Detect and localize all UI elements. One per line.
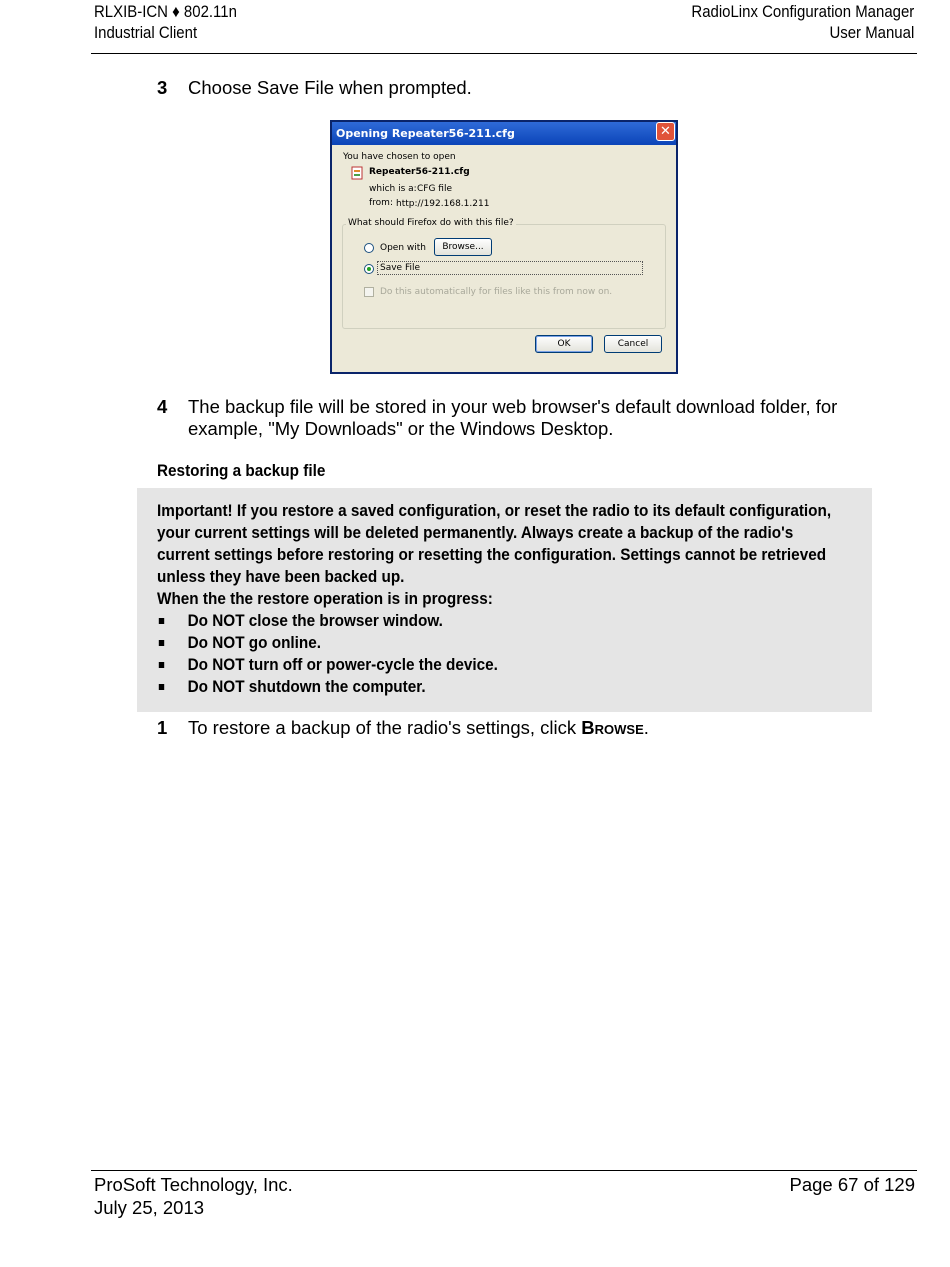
- auto-checkbox[interactable]: [364, 287, 374, 297]
- bullet-icon: [159, 640, 164, 646]
- footer-rule: [91, 1170, 917, 1171]
- ok-button[interactable]: OK: [535, 335, 593, 353]
- section-heading: Restoring a backup file: [157, 461, 326, 480]
- bullet-text: Do NOT shutdown the computer.: [187, 677, 426, 696]
- header-left: [94, 1, 237, 43]
- file-name: Repeater56-211.cfg: [369, 167, 470, 177]
- bullet-icon: [159, 618, 164, 624]
- step-text: [188, 717, 868, 739]
- bullet-icon: [159, 684, 164, 690]
- chosen-text: You have chosen to open: [343, 152, 456, 162]
- footer-company: ProSoft Technology, Inc.: [94, 1174, 293, 1195]
- step-number: 3: [157, 77, 168, 98]
- browse-keyword: Browse: [581, 717, 644, 738]
- dialog-titlebar: [332, 122, 676, 145]
- header-rule: [91, 53, 917, 54]
- from-label: from:: [369, 198, 393, 208]
- bullet-text: Do NOT close the browser window.: [187, 611, 443, 630]
- callout-text: [157, 500, 841, 698]
- manual-title: RadioLinx Configuration Manager: [691, 2, 914, 21]
- dialog-title: Opening Repeater56-211.cfg: [336, 127, 515, 140]
- important-callout: [137, 488, 872, 712]
- which-is-label: which is a:: [369, 184, 417, 194]
- important-paragraph: Important! If you restore a saved configuration, or reset the radio to its default configuration, your current settings will be deleted permanently. Always create a backup of the radio's current settings before restoring or resetting the configuration. Settings cannot be retrieved unless they have been backed up.: [157, 501, 832, 586]
- product-subtitle: Industrial Client: [94, 23, 198, 42]
- firefox-download-dialog: [330, 120, 678, 374]
- footer-page: Page 67 of 129: [789, 1174, 915, 1195]
- cancel-button[interactable]: Cancel: [604, 335, 662, 353]
- step-number: 1: [157, 717, 168, 738]
- step-text: The backup file will be stored in your web browser's default download folder, for example, "My Downloads" or the Windows Desktop.: [188, 396, 838, 439]
- header-right: [691, 1, 914, 43]
- auto-label: Do this automatically for files like this from now on.: [380, 287, 613, 297]
- step-text-before: To restore a backup of the radio's settings, click: [188, 717, 582, 738]
- browse-button[interactable]: Browse...: [434, 238, 492, 256]
- open-with-radio[interactable]: [364, 243, 374, 253]
- step-number: 4: [157, 396, 168, 417]
- bullet-item: [157, 632, 841, 654]
- product-name: RLXIB-ICN ♦ 802.11n: [94, 2, 237, 21]
- bullet-text: Do NOT turn off or power-cycle the device.: [187, 655, 498, 674]
- bullet-item: [157, 676, 841, 698]
- file-icon: [351, 166, 363, 180]
- bullet-text: Do NOT go online.: [187, 633, 322, 652]
- bullet-icon: [159, 662, 164, 668]
- footer-date: July 25, 2013: [94, 1197, 205, 1218]
- open-with-label[interactable]: Open with: [380, 243, 426, 253]
- close-icon[interactable]: ✕: [656, 122, 675, 141]
- dialog-body: [332, 145, 676, 372]
- step-text: Choose Save File when prompted.: [188, 77, 472, 98]
- save-file-label[interactable]: Save File: [380, 263, 421, 273]
- which-is-value: CFG file: [417, 184, 453, 194]
- manual-type: User Manual: [829, 23, 914, 42]
- action-group: [342, 224, 666, 329]
- save-file-radio[interactable]: [364, 264, 374, 274]
- from-value: http://192.168.1.211: [396, 199, 490, 209]
- bullet-item: [157, 610, 841, 632]
- bullet-item: [157, 654, 841, 676]
- progress-line: When the the restore operation is in progress:: [157, 589, 493, 608]
- question-label: What should Firefox do with this file?: [348, 218, 514, 228]
- step-text-after: .: [643, 717, 649, 738]
